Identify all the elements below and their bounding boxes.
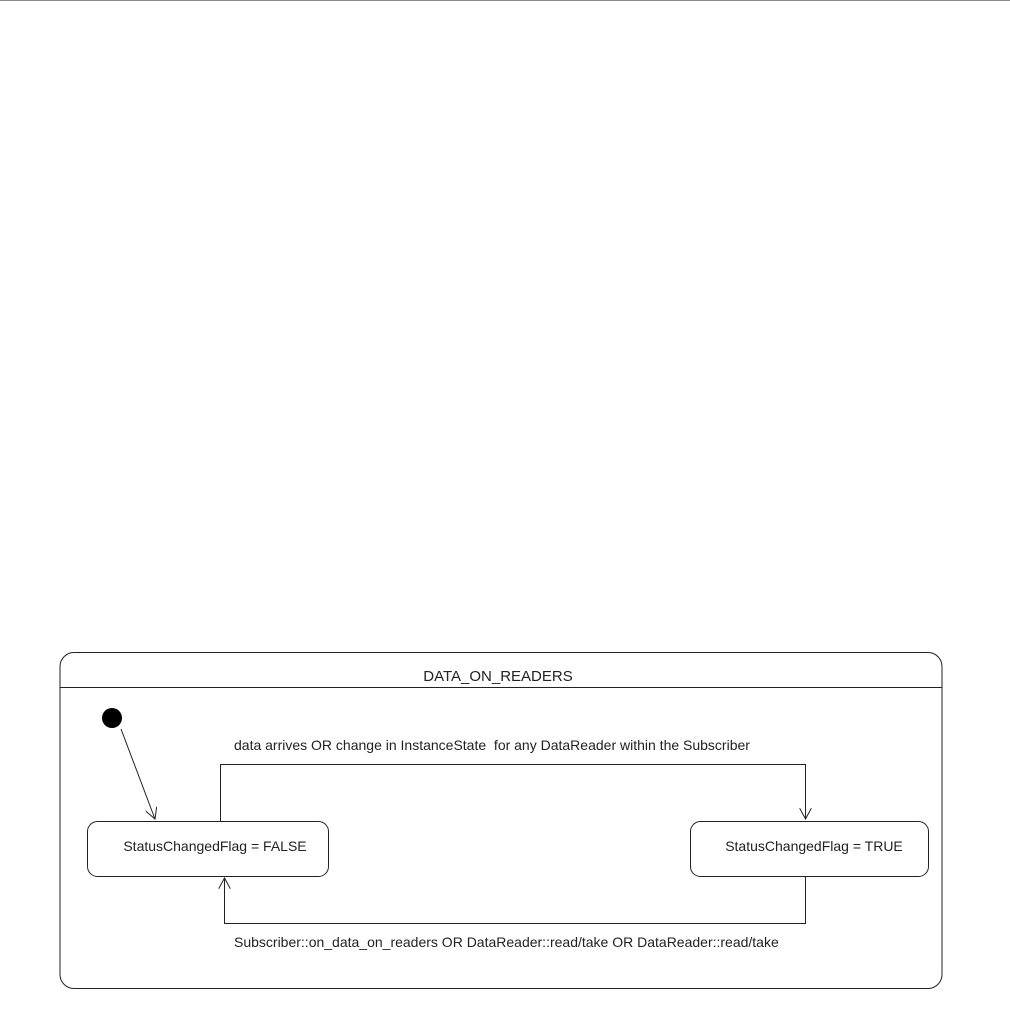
state-false-label: StatusChangedFlag = FALSE — [123, 838, 307, 854]
state-status-false[interactable] — [88, 822, 329, 877]
initial-node[interactable] — [102, 708, 122, 728]
transition-to-false-label: Subscriber::on_data_on_readers OR DataReader::read/take OR DataReader::read/take — [234, 934, 779, 950]
state-true-label: StatusChangedFlag = TRUE — [725, 838, 903, 854]
composite-state-title: DATA_ON_READERS — [423, 668, 573, 685]
transition-to-true-label: data arrives OR change in InstanceState for any DataReader within the Subscriber — [234, 737, 750, 753]
state-status-true[interactable] — [691, 822, 929, 877]
